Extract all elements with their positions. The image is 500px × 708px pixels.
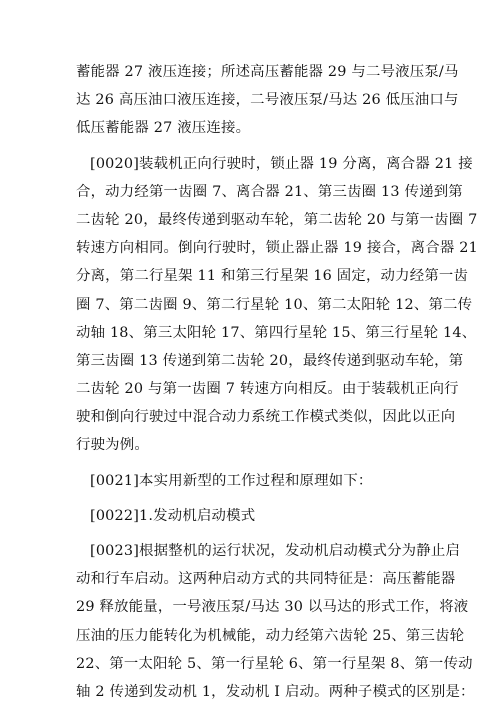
- text-line: 轴 2 传递到发动机 1，发动机 I 启动。两种子模式的区别是：: [76, 683, 475, 700]
- patent-text-body: [76, 58, 478, 706]
- text-line: 行驶为例。: [76, 437, 149, 454]
- text-line: 二齿轮 20 与第一齿圈 7 转速方向相反。由于装载机正向行: [76, 381, 459, 398]
- text-line: [0023]根据整机的运行状况，发动机启动模式分为静止启: [90, 543, 461, 559]
- section-heading: [0022]1.发动机启动模式: [90, 507, 256, 524]
- text-line: 压油的压力能转化为机械能，动力经第六齿轮 25、第三齿轮: [76, 627, 465, 644]
- text-line: 第三齿圈 13 传递到第二齿轮 20，最终传递到驱动车轮，第: [76, 352, 464, 369]
- text-line: 合，动力经第一齿圈 7、离合器 21、第三齿圈 13 传递到第: [76, 183, 463, 200]
- text-line: 驶和倒向行驶过中混合动力系统工作模式类似，因此以正向: [76, 409, 456, 426]
- text-line: 转速方向相同。倒向行驶时，锁止器止器 19 接合，离合器 21: [76, 240, 478, 257]
- paragraph-intro: [76, 58, 459, 143]
- text-line: 动和行车启动。这两种启动方式的共同特征是：高压蓄能器: [76, 571, 456, 588]
- text-line: 二齿轮 20，最终传递到驱动车轮，第二齿轮 20 与第一齿圈 7: [76, 211, 478, 228]
- text-line: 低压蓄能器 27 液压连接。: [76, 120, 251, 137]
- paragraph-0023: [76, 537, 475, 706]
- text-line: 蓄能器 27 液压连接；所述高压蓄能器 29 与二号液压泵/马: [76, 64, 459, 80]
- text-line: 动轴 18、第三太阳轮 17、第四行星轮 15、第三行星轮 14、: [76, 324, 477, 341]
- text-line: 达 26 高压油口液压连接，二号液压泵/马达 26 低压油口与: [76, 92, 459, 109]
- text-line: 圈 7、第二齿圈 9、第二行星轮 10、第二太阳轮 12、第二传: [76, 296, 473, 313]
- text-line: [0020]装载机正向行驶时，锁止器 19 分离，离合器 21 接: [90, 155, 473, 172]
- text-line: 分离，第二行星架 11 和第三行星架 16 固定，动力经第一齿: [76, 268, 469, 285]
- text-line: 22、第一太阳轮 5、第一行星轮 6、第一行星架 8、第一传动: [76, 655, 473, 672]
- text-line: 29 释放能量，一号液压泵/马达 30 以马达的形式工作，将液: [76, 599, 469, 616]
- paragraph-0020: [76, 150, 478, 460]
- text-line: [0021]本实用新型的工作过程和原理如下：: [90, 472, 373, 489]
- paragraph-0021: [76, 467, 432, 495]
- paragraph-0022: [76, 502, 432, 530]
